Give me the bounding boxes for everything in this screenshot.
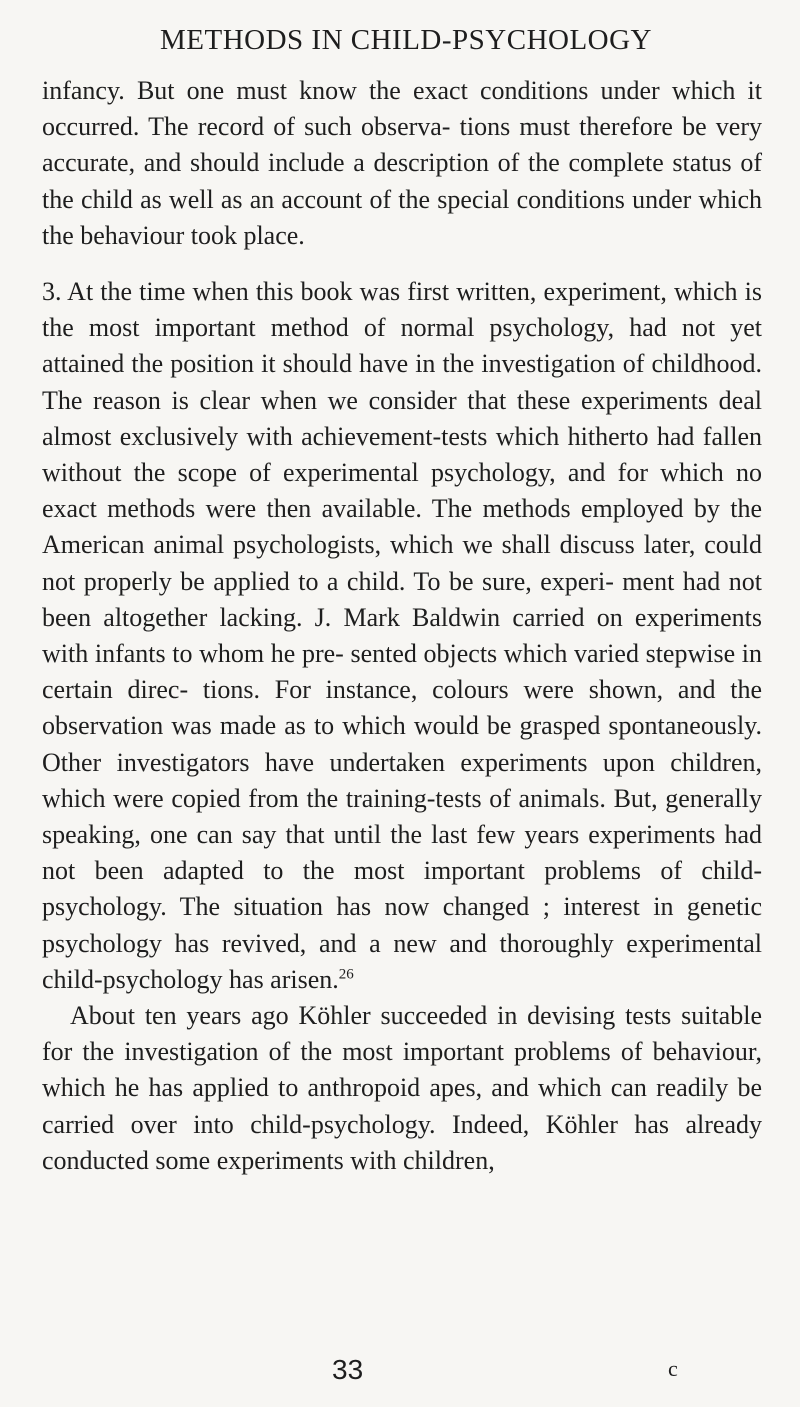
paragraph-3-text: About ten years ago Köhler succeeded in devising tests suitable for the investigation of the most important problems of behaviour, which he has applied to anthropoid apes, and which can readily be carried over into child-psychology. Indeed, Köhler has already conducted some experiments with children,: [42, 1001, 762, 1175]
footnote-reference: 26: [338, 966, 354, 983]
running-head: METHODS IN CHILD-PSYCHOLOGY: [160, 24, 652, 56]
paragraph-1-text: infancy. But one must know the exact conditions under which it occurred. The record of such observa- tions must therefore be very accurate, and should include a description of the complete status of the child as well as an account of the special conditions under which the behaviour took place.: [42, 76, 762, 250]
paragraph-1: [42, 73, 762, 254]
page-footer: [42, 1354, 762, 1394]
paragraph-2: [42, 274, 762, 998]
paragraph-3: [42, 998, 762, 1179]
page-number: 33: [332, 1354, 364, 1385]
signature-mark: c: [668, 1356, 678, 1381]
book-page: [42, 24, 762, 1385]
paragraph-2-text: 3. At the time when this book was first written, experiment, which is the most important method of normal psychology, had not yet attained the position it should have in the investigation of childhood. The reason is clear when we consider that these experiments deal almost exclusively with achievement-tests which hitherto had fallen without the scope of experimental psychology, and for which no exact methods were then available. The methods employed by the American animal psychologists, which we shall discuss later, could not properly be applied to a child. To be sure, experi- ment had not been altogether lacking. J. Mark Baldwin carried on experiments with infants to whom he pre- sented objects which varied stepwise in certain direc- tions. For instance, colours were shown, and the observation was made as to which would be grasped spontaneously. Other investigators have undertaken experiments upon children, which were copied from the training-tests of animals. But, generally speaking, one can say that until the last few years experiments had not been adapted to the most important problems of child-psychology. The situation has now changed ; interest in genetic psychology has revived, and a new and thoroughly experimental child-psychology has arisen.: [42, 277, 762, 994]
